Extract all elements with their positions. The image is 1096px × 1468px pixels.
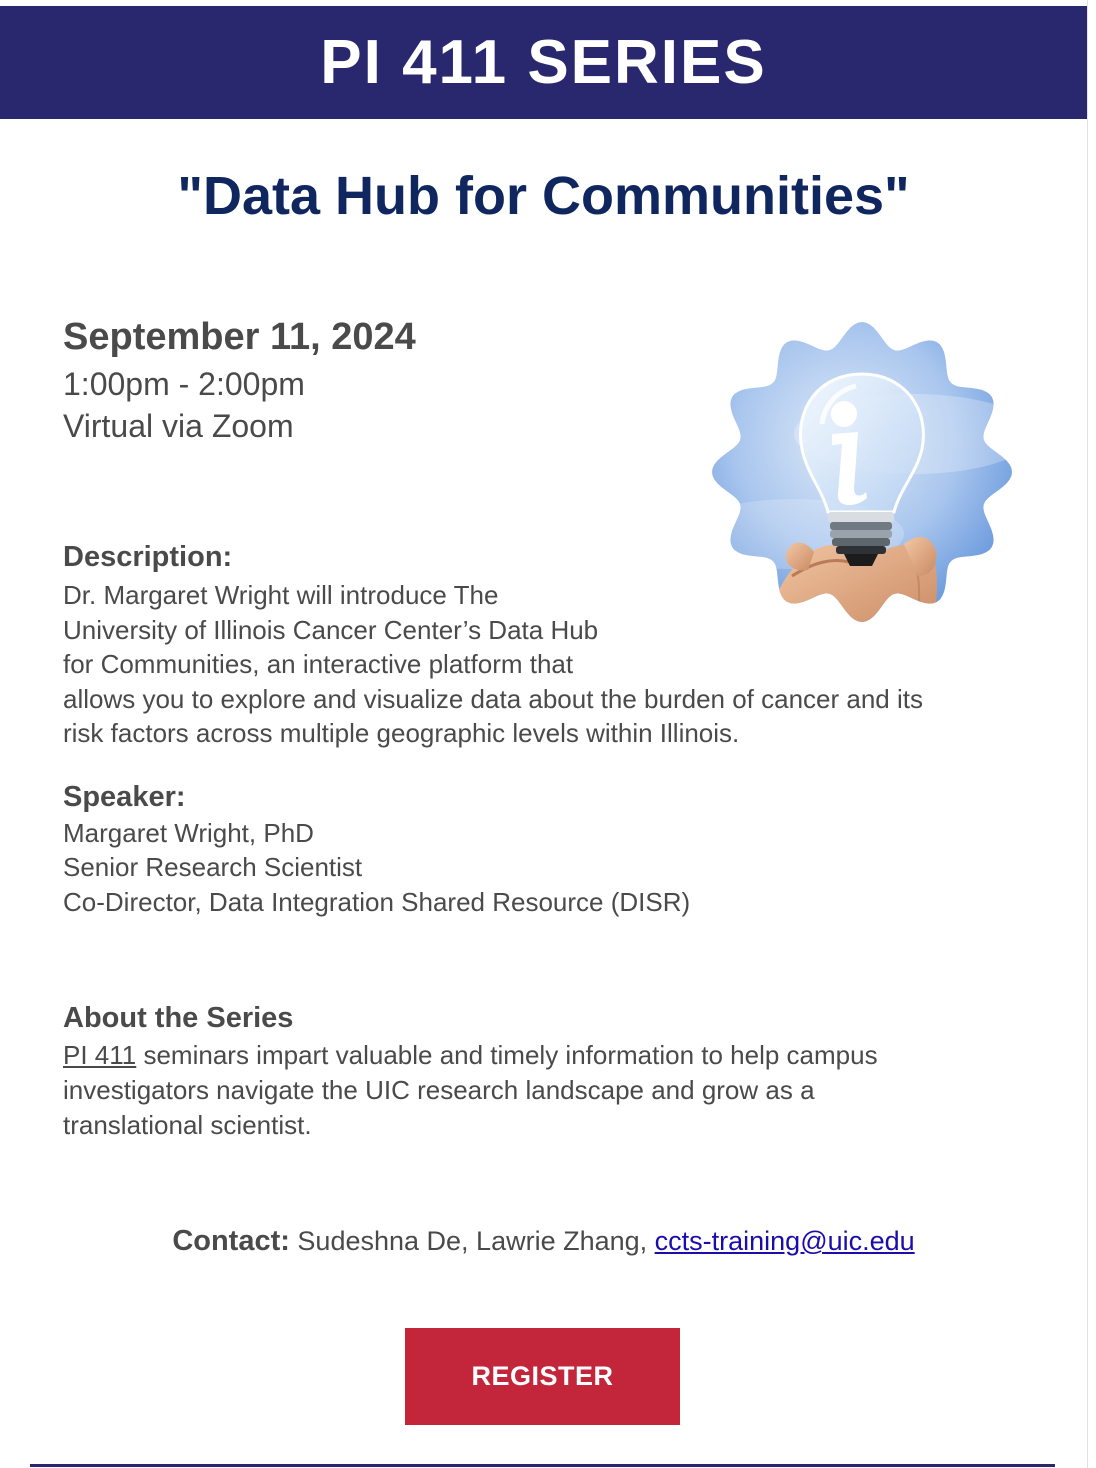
lightbulb-info-icon (704, 314, 1020, 630)
contact-names: Sudeshna De, Lawrie Zhang, (289, 1226, 655, 1256)
description-heading: Description: (63, 541, 233, 573)
about-line: investigators navigate the UIC research landscape and grow as a (63, 1075, 815, 1105)
speaker-heading: Speaker: (63, 781, 186, 813)
register-button[interactable]: REGISTER (405, 1328, 680, 1425)
about-line: translational scientist. (63, 1110, 312, 1140)
speaker-role: Co-Director, Data Integration Shared Resource (DISR) (63, 887, 691, 917)
description-line: for Communities, an interactive platform that (63, 649, 574, 679)
event-location: Virtual via Zoom (63, 408, 294, 444)
contact-email-link[interactable]: ccts-training@uic.edu (654, 1226, 915, 1256)
contact-line (0, 1225, 1087, 1258)
bottom-divider (30, 1464, 1055, 1467)
series-title: PI 411 SERIES (320, 28, 767, 97)
contact-label: Contact: (172, 1225, 290, 1257)
about-text: seminars impart valuable and timely information to help campus (136, 1040, 878, 1070)
page-border (1087, 0, 1088, 1468)
description-line: risk factors across multiple geographic levels within Illinois. (63, 718, 740, 748)
description-line: University of Illinois Cancer Center’s Data Hub (63, 615, 599, 645)
event-date: September 11, 2024 (63, 316, 416, 358)
speaker-title: Senior Research Scientist (63, 852, 363, 882)
description-line: allows you to explore and visualize data about the burden of cancer and its (63, 684, 923, 714)
pi411-link[interactable]: PI 411 (63, 1040, 137, 1070)
event-title: "Data Hub for Communities" (177, 166, 910, 226)
about-line (63, 1040, 878, 1071)
event-time: 1:00pm - 2:00pm (63, 366, 305, 402)
description-line: Dr. Margaret Wright will introduce The (63, 580, 499, 610)
series-banner (0, 6, 1087, 119)
about-heading: About the Series (63, 1002, 294, 1034)
speaker-name: Margaret Wright, PhD (63, 818, 314, 848)
